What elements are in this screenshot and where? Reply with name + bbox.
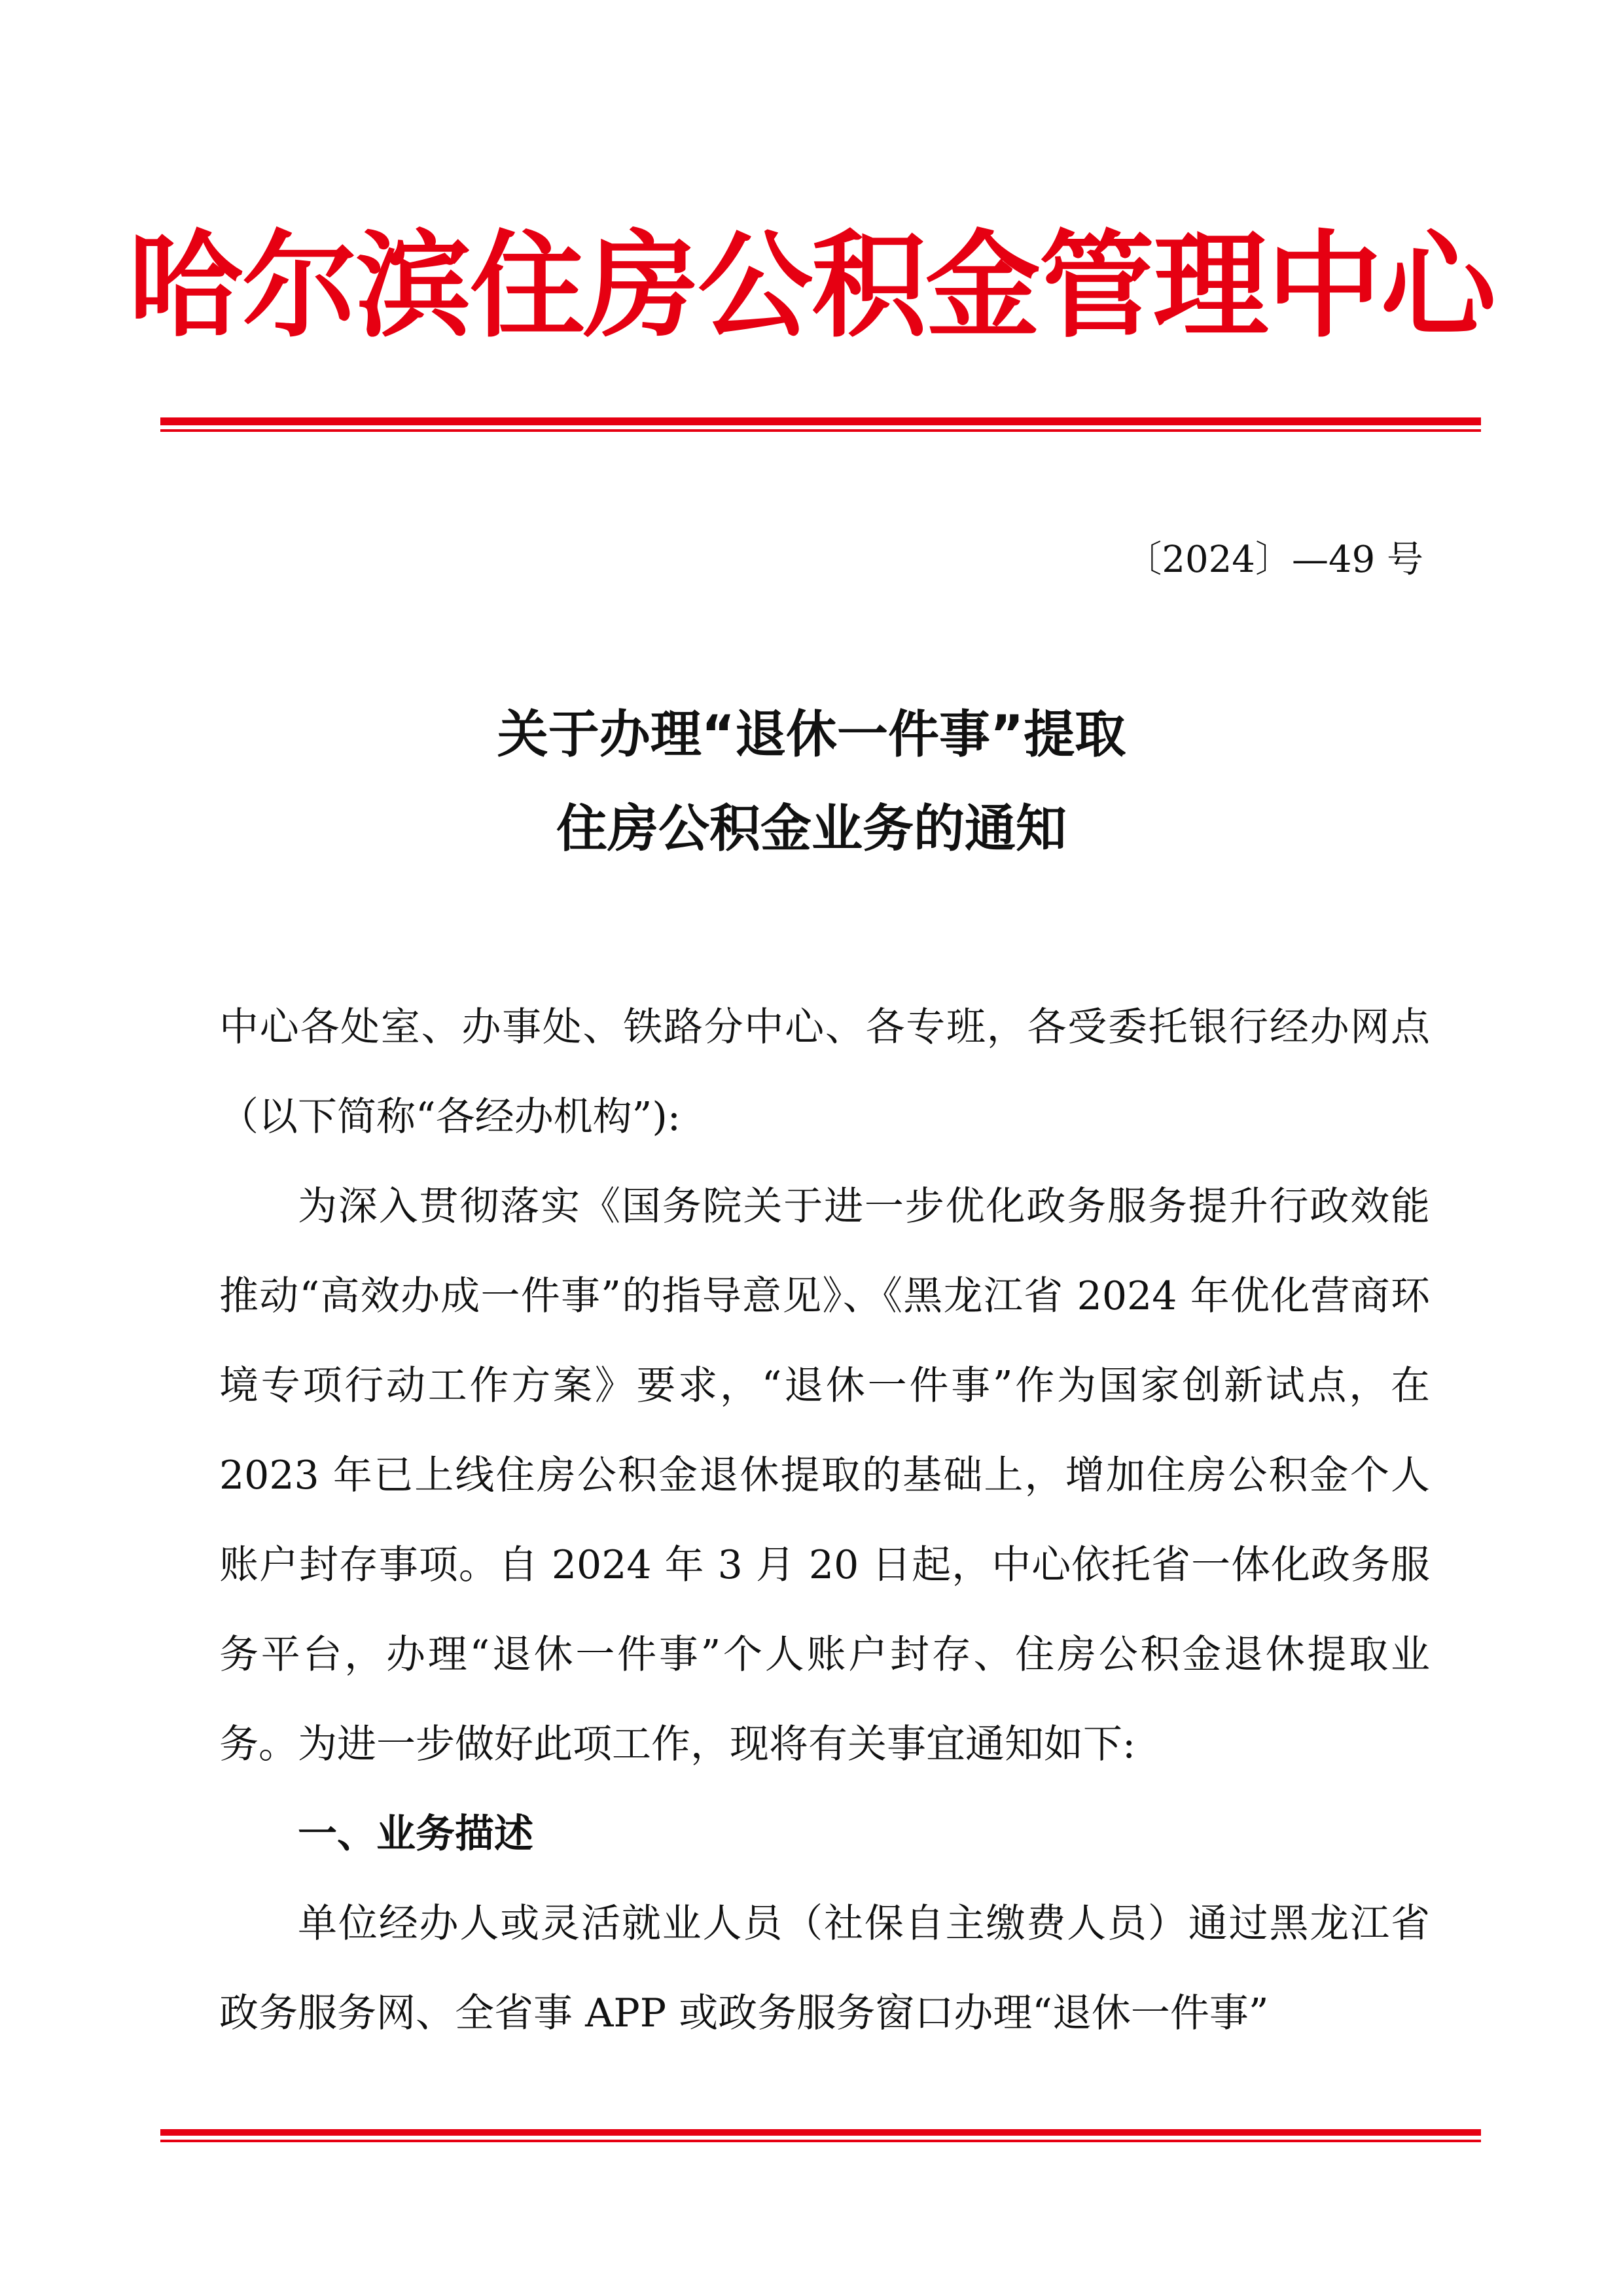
notice-body (219, 983, 1430, 2058)
section-1-paragraph: 单位经办人或灵活就业人员（社保自主缴费人员）通过黑龙江省政务服务网、全省事 APP 或政务服务窗口办理“退休一件事” (219, 1901, 1430, 2036)
body-paragraph-1: 为深入贯彻落实《国务院关于进一步优化政务服务提升行政效能推动“高效办成一件事”的指导意见》、《黑龙江省 2024 年优化营商环境专项行动工作方案》要求，“退休一件事”作为国家创新试点，在 2023 年已上线住房公积金退休提取的基础上，增加住房公积金个人账户封存事项。自 2024 年 3 月 20 日起，中心依托省一体化政务服务平台，办理“退休一件事”个人账户封存、住房公积金退休提取业务。为进一步做好此项工作，现将有关事宜通知如下: (219, 1184, 1430, 1767)
notice-title-line-1: 关于办理“退休一件事”提取 (497, 705, 1126, 764)
red-rule-bottom-thick (160, 2129, 1481, 2136)
notice-title-line-2: 住房公积金业务的通知 (556, 800, 1067, 858)
red-rule-top-thin (160, 429, 1481, 432)
section-1-heading: 一、业务描述 (298, 1811, 533, 1857)
addressee-paragraph: 中心各处室、办事处、铁路分中心、各专班，各受委托银行经办网点（以下简称“各经办机构”): (219, 1004, 1430, 1140)
document-number: 〔2024〕—49 号 (1125, 539, 1423, 581)
masthead-title: 哈尔滨住房公积金管理中心 (128, 219, 1495, 353)
red-rule-bottom-thin (160, 2140, 1481, 2142)
red-rule-top-thick (160, 417, 1481, 425)
